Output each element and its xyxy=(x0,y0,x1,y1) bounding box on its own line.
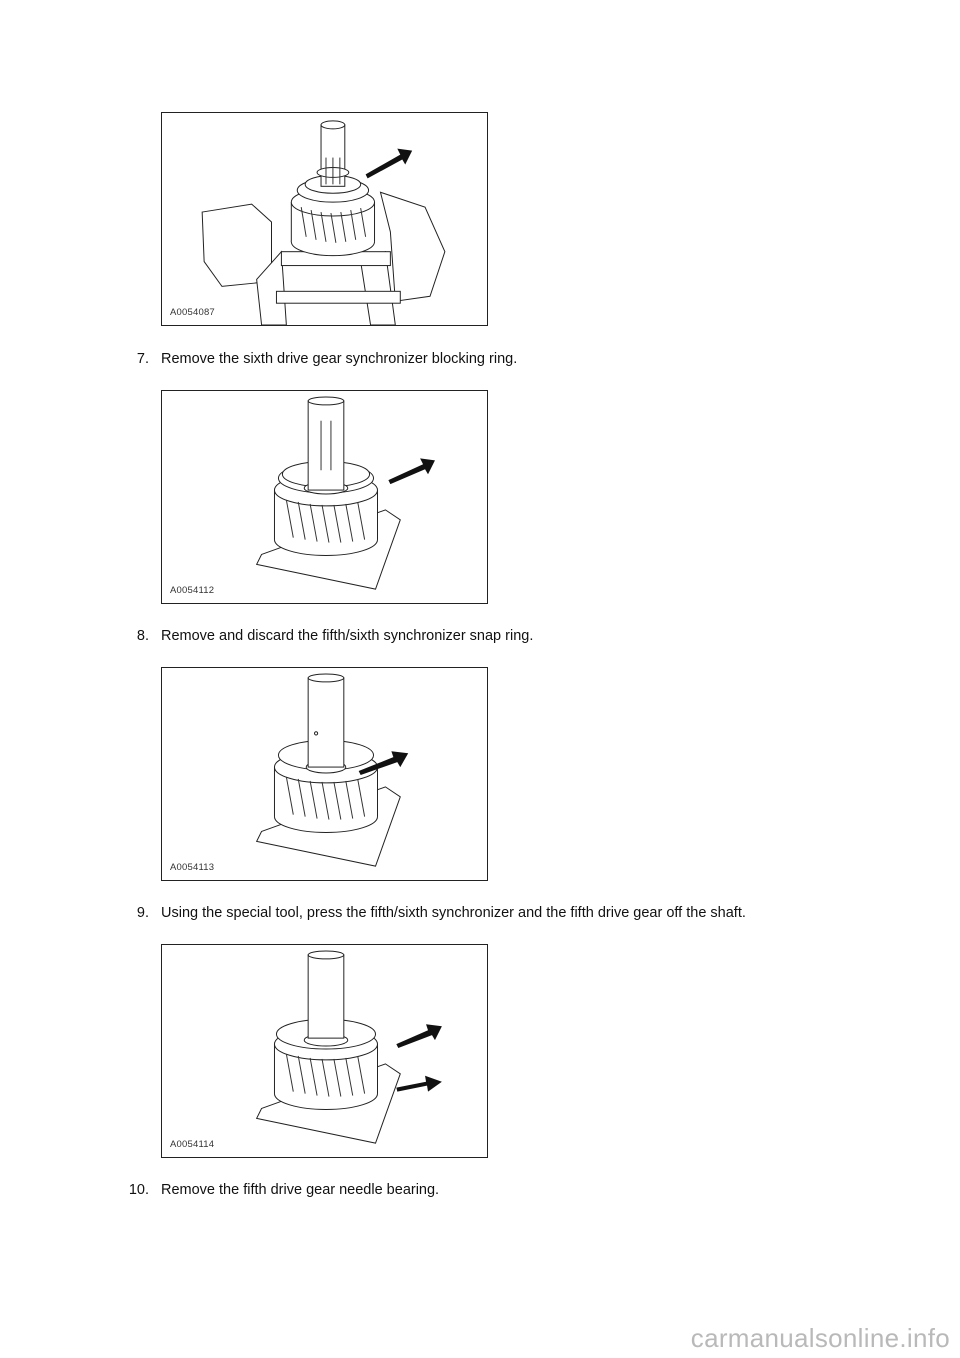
step-text: Remove the sixth drive gear synchronizer blocking ring. xyxy=(161,351,518,367)
figure-4 xyxy=(161,944,488,1158)
step-number: 7. xyxy=(136,351,149,367)
figure-3-id: A0054113 xyxy=(170,862,215,873)
figure-4-id: A0054114 xyxy=(170,1139,215,1150)
step-text: Using the special tool, press the fifth/sixth synchronizer and the fifth drive gear off the shaft. xyxy=(161,905,746,921)
figure-1 xyxy=(161,112,488,326)
figure-1-illustration xyxy=(162,113,487,325)
figure-1-id: A0054087 xyxy=(170,307,215,318)
figure-2 xyxy=(161,390,488,604)
figure-3-illustration xyxy=(162,668,487,880)
step-text: Remove the fifth drive gear needle bearing. xyxy=(161,1182,440,1198)
figure-2-illustration xyxy=(162,391,487,603)
watermark: carmanualsonline.info xyxy=(690,1323,950,1353)
step-number: 9. xyxy=(136,905,149,921)
figure-2-id: A0054112 xyxy=(170,585,215,596)
step-text: Remove and discard the fifth/sixth synchronizer snap ring. xyxy=(161,628,534,644)
step-number: 8. xyxy=(136,628,149,644)
step-number: 10. xyxy=(128,1182,149,1198)
figure-4-illustration xyxy=(162,945,487,1157)
figure-3 xyxy=(161,667,488,881)
